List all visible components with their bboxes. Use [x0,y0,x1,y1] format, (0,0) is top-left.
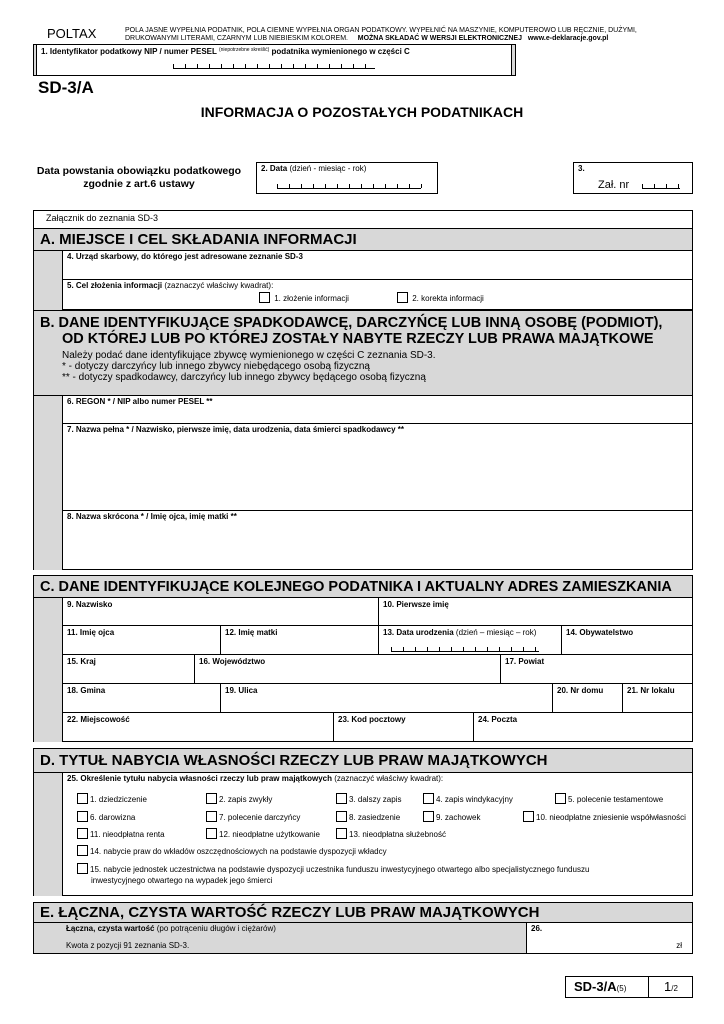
field2-label: 2. Data (dzień - miesiąc - rok) [261,164,367,173]
section-b-title [33,310,693,395]
form-code: SD-3/A [38,78,94,97]
tick-mark [233,64,234,68]
date-field[interactable] [256,162,438,194]
tick-mark [313,184,314,188]
field21-label: 21. Nr lokalu [627,686,675,695]
field20-label: 20. Nr domu [557,686,604,695]
purpose-option-1[interactable]: 1. złożenie informacji [259,292,349,303]
tick-mark [329,64,330,68]
birth-date-field[interactable] [378,625,562,655]
acq-option-9[interactable]: 9. zachowek [423,811,480,822]
field8-label: 8. Nazwa skrócona * / Imię ojca, imię matki ** [67,512,237,521]
field22-label: 22. Miejscowość [67,715,130,724]
tick-mark [642,184,643,188]
section-e-title: E. ŁĄCZNA, CZYSTA WARTOŚĆ RZECZY LUB PRAW MAJĄTKOWYCH [33,902,693,922]
surname-field[interactable] [62,597,379,626]
acq-option-13[interactable]: 13. nieodpłatna służebność [336,828,446,839]
obligation-line2: zgodnie z art.6 ustawy [83,178,195,190]
tick-mark [373,184,374,188]
house-no-field[interactable] [552,683,623,713]
purpose-option-2[interactable]: 2. korekta informacji [397,292,484,303]
tick-mark [257,64,258,68]
tick-mark [277,184,278,188]
tick-mark [385,184,386,188]
field26-label: 26. [531,924,543,933]
tax-office-field[interactable] [62,250,693,280]
obligation-line1: Data powstania obowiązku podatkowego [36,165,242,177]
tick-mark [353,64,354,68]
purpose-field [62,279,693,310]
checkbox-icon[interactable] [336,828,347,839]
tick-mark [439,647,440,651]
footer-code: SD-3/A(5) [574,979,627,994]
commune-field[interactable] [62,683,221,713]
field6-label: 6. REGON * / NIP albo numer PESEL ** [67,397,213,406]
field24-label: 24. Poczta [478,715,518,724]
checkbox-icon[interactable] [77,863,88,874]
checkbox-icon[interactable] [523,811,534,822]
checkbox-icon[interactable] [206,828,217,839]
acq-option-14[interactable]: 14. nabycie praw do wkładów oszczędnościowych na podstawie dyspozycji wkładcy [77,845,387,856]
field19-label: 19. Ulica [225,686,258,695]
field10-label: 10. Pierwsze imię [383,600,449,609]
tick-mark [221,64,222,68]
field1-label: 1. Identyfikator podatkowy NIP / numer PESEL $^{(niepotrzebne skreślić)}$ podatnika wymienionego w części C [41,47,410,56]
acq-option-8[interactable]: 8. zasiedzenie [336,811,400,822]
tick-mark [654,184,655,188]
form-title: INFORMACJA O POZOSTAŁYCH PODATNIKACH [200,104,524,120]
tick-mark [487,647,488,651]
net-value-field[interactable] [526,922,693,954]
acq-option-12[interactable]: 12. nieodpłatne użytkowanie [206,828,320,839]
acq-option-1[interactable]: 1. dziedziczenie [77,793,147,804]
section-b-note1: Należy podać dane identyfikujące zbywcę wymienionego w części C zeznania SD-3. [62,350,436,361]
tick-mark [403,647,404,651]
fill-notice-line2 [125,35,608,42]
section-b-title-line2: OD KTÓREJ LUB PO KTÓREJ ZOSTAŁY NABYTE RZECZY LUB PRAWA MAJĄTKOWE [62,331,654,347]
field5-label: 5. Cel złożenia informacji (zaznaczyć właściwy kwadrat): [67,281,274,290]
notice-line2c: www.e-deklaracje.gov.pl [527,35,609,42]
attachment-no-text: Zał. nr [598,179,630,191]
attachment-no-field[interactable] [573,162,693,194]
brand-logo: POLTAX [47,26,97,41]
checkbox-icon[interactable] [77,793,88,804]
field17-label: 17. Powiat [505,657,545,666]
field4-label: 4. Urząd skarbowy, do którego jest adresowane zeznanie SD-3 [67,252,303,261]
field15-label: 15. Kraj [67,657,96,666]
footer-divider [648,977,649,997]
id-field-box[interactable] [36,45,512,76]
section-b-note2: * - dotyczy darczyńcy lub innego zbywcy niebędącego osobą fizyczną [62,361,370,372]
date-ticks [277,183,421,189]
section-b-title-line1: B. DANE IDENTYFIKUJĄCE SPADKODAWCĘ, DARCZYŃCĘ LUB INNĄ OSOBĘ (PODMIOT), [40,315,663,331]
checkbox-icon[interactable] [77,828,88,839]
tick-mark [289,184,290,188]
acq-option-10[interactable]: 10. nieodpłatne zniesienie współwłasności [523,811,686,822]
nip-pesel-ticks [173,63,375,69]
section-a-title: A. MIEJSCE I CEL SKŁADANIA INFORMACJI [33,228,693,250]
locality-field[interactable] [62,712,334,742]
birth-date-ticks [391,646,539,652]
tick-mark [535,647,536,651]
voivodeship-field[interactable] [194,654,501,684]
checkbox-icon[interactable] [206,793,217,804]
field12-label: 12. Imię matki [225,628,278,637]
tick-mark [317,64,318,68]
tick-mark [337,184,338,188]
notice-line2a: DRUKOWANYMI LITERAMI, CZARNYM LUB NIEBIESKIM KOLOREM. [125,35,348,42]
checkbox-icon[interactable] [397,292,408,303]
apartment-no-field[interactable] [622,683,693,713]
regon-nip-pesel-field[interactable] [62,395,693,424]
field14-label: 14. Obywatelstwo [566,628,634,637]
acq-option-2[interactable]: 2. zapis zwykły [206,793,272,804]
checkbox-icon[interactable] [555,793,566,804]
first-name-field[interactable] [378,597,693,626]
field7-label: 7. Nazwa pełna * / Nazwisko, pierwsze imię, data urodzenia, data śmierci spadkodawcy ** [67,425,405,434]
checkbox-icon[interactable] [336,811,347,822]
net-value-sub: Kwota z pozycji 91 zeznania SD-3. [66,941,190,950]
tick-mark [365,64,366,68]
acq-option-4[interactable]: 4. zapis windykacyjny [423,793,513,804]
field3-label: 3. [578,164,585,173]
tick-mark [269,64,270,68]
obligation-label [30,165,248,191]
country-field[interactable] [62,654,195,684]
tick-mark [245,64,246,68]
county-field[interactable] [500,654,693,684]
tick-mark [666,184,667,188]
tick-mark [415,647,416,651]
tick-mark [451,647,452,651]
footer-code-box [565,976,693,998]
checkbox-icon[interactable] [423,811,434,822]
acq-option-15[interactable]: 15. nabycie jednostek uczestnictwa na podstawie dyspozycji uczestnika funduszu inwestycyjnego otwartego albo specjalistycznego funduszu [77,863,589,874]
checkbox-icon[interactable] [259,292,270,303]
tick-mark [427,647,428,651]
father-name-field[interactable] [62,625,221,655]
tick-mark [463,647,464,651]
tick-mark [421,184,422,188]
tick-mark [185,64,186,68]
tick-mark [499,647,500,651]
acquisition-title-field [62,772,693,896]
tick-mark [173,64,174,68]
attachment-ticks [642,183,680,189]
currency-unit: zł [676,941,682,950]
full-name-field[interactable] [62,423,693,511]
acq-option-11[interactable]: 11. nieodpłatna renta [77,828,165,839]
tick-mark [293,64,294,68]
short-name-field[interactable] [62,510,693,570]
tick-mark [305,64,306,68]
tick-mark [341,64,342,68]
field23-label: 23. Kod pocztowy [338,715,406,724]
notice-line2b: MOŻNA SKŁADAĆ W WERSJI ELEKTRONICZNEJ [357,35,522,42]
attachment-band [33,210,693,228]
section-d-title: D. TYTUŁ NABYCIA WŁASNOŚCI RZECZY LUB PRAW MAJĄTKOWYCH [33,748,693,772]
acq-option-5[interactable]: 5. polecenie testamentowe [555,793,663,804]
tick-mark [301,184,302,188]
tick-mark [349,184,350,188]
checkbox-icon[interactable] [423,793,434,804]
acq-option-7[interactable]: 7. polecenie darczyńcy [206,811,300,822]
footer-page: 1/2 [664,979,678,994]
field13-label: 13. Data urodzenia (dzień – miesiąc – rok) [383,628,537,637]
tick-mark [391,647,392,651]
field16-label: 16. Województwo [199,657,266,666]
field25-label: 25. Określenie tytułu nabycia własności rzeczy lub praw majątkowych (zaznaczyć właściwy kwadrat): [67,774,444,783]
checkbox-icon[interactable] [336,793,347,804]
checkbox-icon[interactable] [77,845,88,856]
field11-label: 11. Imię ojca [67,628,115,637]
acq-option-6[interactable]: 6. darowizna [77,811,135,822]
field9-label: 9. Nazwisko [67,600,113,609]
mother-name-field[interactable] [220,625,379,655]
tick-mark [678,184,679,188]
post-office-field[interactable] [473,712,693,742]
section-b-note3: ** - dotyczy spadkodawcy, darczyńcy lub innego zbywcy będącego osobą fizyczną [62,372,426,383]
checkbox-icon[interactable] [77,811,88,822]
checkbox-icon[interactable] [206,811,217,822]
street-field[interactable] [220,683,553,713]
net-value-label: Łączna, czysta wartość (po potrąceniu długów i ciężarów) [66,924,276,933]
tick-mark [325,184,326,188]
tick-mark [361,184,362,188]
citizenship-field[interactable] [561,625,693,655]
attachment-label: Załącznik do zeznania SD-3 [46,213,159,223]
tick-mark [197,64,198,68]
section-c-title: C. DANE IDENTYFIKUJĄCE KOLEJNEGO PODATNIKA I AKTUALNY ADRES ZAMIESZKANIA [33,575,693,597]
fill-notice-line1: POLA JASNE WYPEŁNIA PODATNIK, POLA CIEMNE WYPEŁNIA ORGAN PODATKOWY. WYPEŁNIĆ NA MASZYNIE, KOMPUTEROWO LUB RĘCZNIE, DUŻYMI, [125,27,637,34]
tick-mark [523,647,524,651]
acq-option-15-line2: inwestycyjnego otwartego na wypadek jego śmierci [91,876,273,885]
tick-mark [409,184,410,188]
tick-mark [511,647,512,651]
tick-mark [397,184,398,188]
tick-mark [209,64,210,68]
acq-option-3[interactable]: 3. dalszy zapis [336,793,401,804]
tick-mark [475,647,476,651]
postal-code-field[interactable] [333,712,474,742]
tick-mark [281,64,282,68]
field18-label: 18. Gmina [67,686,106,695]
